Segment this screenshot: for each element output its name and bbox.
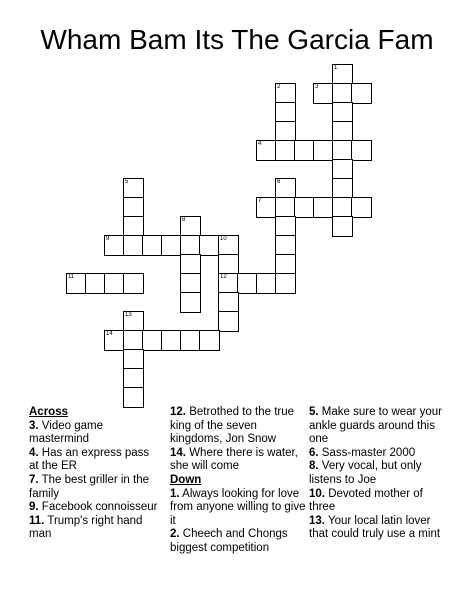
grid-cell[interactable] — [123, 387, 144, 408]
grid-cell[interactable] — [275, 197, 296, 218]
clue-number: 4. — [29, 446, 39, 459]
clue-number: 13. — [309, 514, 325, 527]
clue — [170, 447, 306, 474]
cell-number: 1 — [334, 65, 338, 71]
grid-cell[interactable] — [123, 216, 144, 237]
grid-cell[interactable] — [313, 197, 334, 218]
clue-number: 3. — [29, 419, 39, 432]
puzzle-title: Wham Bam Its The Garcia Fam — [40, 24, 434, 55]
grid-cell[interactable] — [123, 197, 144, 218]
grid-cell[interactable] — [218, 273, 239, 294]
grid-cell[interactable] — [180, 292, 201, 313]
grid-cell[interactable] — [218, 311, 239, 332]
clue-text: Where there is water, she will come — [170, 446, 298, 473]
clue-number: 12. — [170, 406, 186, 418]
grid-cell[interactable] — [180, 273, 201, 294]
clue-number: 11. — [29, 514, 45, 527]
cell-number: 2 — [277, 84, 281, 90]
clue-number: 6. — [309, 446, 319, 459]
grid-cell[interactable] — [180, 254, 201, 275]
grid-cell[interactable] — [351, 83, 372, 104]
clue — [309, 447, 443, 461]
clue-column-3 — [309, 406, 443, 542]
cell-number: 9 — [106, 236, 110, 242]
clue-text: Facebook connoisseur — [41, 501, 158, 514]
cell-number: 6 — [277, 179, 281, 185]
grid-cell[interactable] — [142, 235, 163, 256]
clue-text: Devoted mother of three — [309, 487, 423, 514]
grid-cell[interactable] — [313, 83, 334, 104]
grid-cell[interactable] — [294, 197, 315, 218]
grid-cell[interactable] — [332, 140, 353, 161]
cell-number: 14 — [106, 331, 113, 337]
clue — [170, 528, 306, 555]
grid-cell[interactable] — [275, 178, 296, 199]
grid-cell[interactable] — [104, 273, 125, 294]
grid-cell[interactable] — [275, 102, 296, 123]
grid-cell[interactable] — [275, 273, 296, 294]
grid-cell[interactable] — [351, 197, 372, 218]
grid-cell[interactable] — [275, 121, 296, 142]
clue-section-heading: Down — [170, 473, 202, 486]
grid-cell[interactable] — [180, 216, 201, 237]
grid-cell[interactable] — [275, 216, 296, 237]
cell-number: 3 — [315, 84, 319, 90]
clue — [29, 515, 159, 542]
grid-cell[interactable] — [161, 330, 182, 351]
grid-cell[interactable] — [85, 273, 106, 294]
grid-cell[interactable] — [123, 368, 144, 389]
grid-cell[interactable] — [123, 273, 144, 294]
grid-cell[interactable] — [332, 121, 353, 142]
grid-cell[interactable] — [66, 273, 87, 294]
grid-cell[interactable] — [256, 140, 277, 161]
clue — [170, 406, 306, 447]
cell-number: 10 — [220, 236, 227, 242]
grid-cell[interactable] — [218, 235, 239, 256]
grid-cell[interactable] — [275, 254, 296, 275]
clue-number: 5. — [309, 406, 319, 418]
clue-text: The best griller in the family — [29, 473, 149, 500]
grid-cell[interactable] — [237, 273, 258, 294]
clue-text: Your local latin lover that could truly use a mint — [309, 514, 441, 541]
clue-number: 10. — [309, 487, 325, 500]
clue-number: 7. — [29, 473, 39, 486]
clue-text: Trump's right hand man — [29, 514, 143, 541]
grid-cell[interactable] — [313, 140, 334, 161]
grid-cell[interactable] — [161, 235, 182, 256]
grid-cell[interactable] — [123, 235, 144, 256]
clue-number: 2. — [170, 528, 180, 541]
grid-cell[interactable] — [142, 330, 163, 351]
clue-text: Cheech and Chongs biggest competition — [170, 528, 288, 554]
grid-cell[interactable] — [180, 235, 201, 256]
clue-column-2 — [170, 406, 306, 556]
grid-cell[interactable] — [275, 83, 296, 104]
grid-cell[interactable] — [218, 254, 239, 275]
cell-number: 7 — [258, 198, 262, 204]
clue — [309, 515, 443, 542]
cell-number: 11 — [68, 274, 75, 280]
grid-cell[interactable] — [123, 178, 144, 199]
clue-number: 8. — [309, 460, 319, 473]
grid-cell[interactable] — [256, 197, 277, 218]
clue-number: 1. — [170, 487, 180, 500]
grid-cell[interactable] — [332, 216, 353, 237]
clue — [309, 406, 443, 447]
cell-number: 5 — [125, 179, 129, 185]
clue-text: Always looking for love from anyone willing to give it — [170, 487, 306, 527]
grid-cell[interactable] — [294, 140, 315, 161]
grid-cell[interactable] — [256, 273, 277, 294]
grid-cell[interactable] — [199, 330, 220, 351]
grid-cell[interactable] — [123, 330, 144, 351]
clue — [29, 447, 159, 474]
grid-cell[interactable] — [218, 292, 239, 313]
grid-cell[interactable] — [123, 349, 144, 370]
grid-cell[interactable] — [104, 330, 125, 351]
grid-cell[interactable] — [180, 330, 201, 351]
cell-number: 4 — [258, 141, 262, 147]
grid-cell[interactable] — [351, 140, 372, 161]
grid-cell[interactable] — [332, 197, 353, 218]
grid-cell[interactable] — [332, 83, 353, 104]
cell-number: 12 — [220, 274, 227, 280]
clue — [170, 488, 306, 529]
grid-cell[interactable] — [332, 159, 353, 180]
grid-cell[interactable] — [199, 235, 220, 256]
clue-text: Sass-master 2000 — [321, 446, 416, 459]
grid-cell[interactable] — [104, 235, 125, 256]
grid-cell[interactable] — [123, 311, 144, 332]
cell-number: 8 — [182, 217, 186, 223]
clue — [29, 420, 159, 447]
grid-cell[interactable] — [275, 140, 296, 161]
clue-text: Video game mastermind — [29, 419, 103, 446]
clue-text: Make sure to wear your ankle guards around this one — [309, 406, 442, 446]
cell-number: 13 — [125, 312, 132, 318]
clue — [309, 460, 443, 487]
clue-number: 14. — [170, 446, 186, 459]
clue-text: Has an express pass at the ER — [29, 446, 150, 473]
clue — [29, 474, 159, 501]
grid-cell[interactable] — [332, 102, 353, 123]
grid-cell[interactable] — [275, 235, 296, 256]
grid-cell[interactable] — [332, 178, 353, 199]
clue-column-1 — [29, 406, 159, 542]
clue — [309, 488, 443, 515]
clue — [29, 501, 159, 515]
clue-text: Betrothed to the true king of the seven kingdoms, Jon Snow — [170, 406, 295, 446]
grid-cell[interactable] — [332, 64, 353, 85]
clue-section-heading: Across — [29, 406, 68, 418]
clue-number: 9. — [29, 501, 39, 514]
clue-text: Very vocal, but only listens to Joe — [309, 460, 422, 486]
